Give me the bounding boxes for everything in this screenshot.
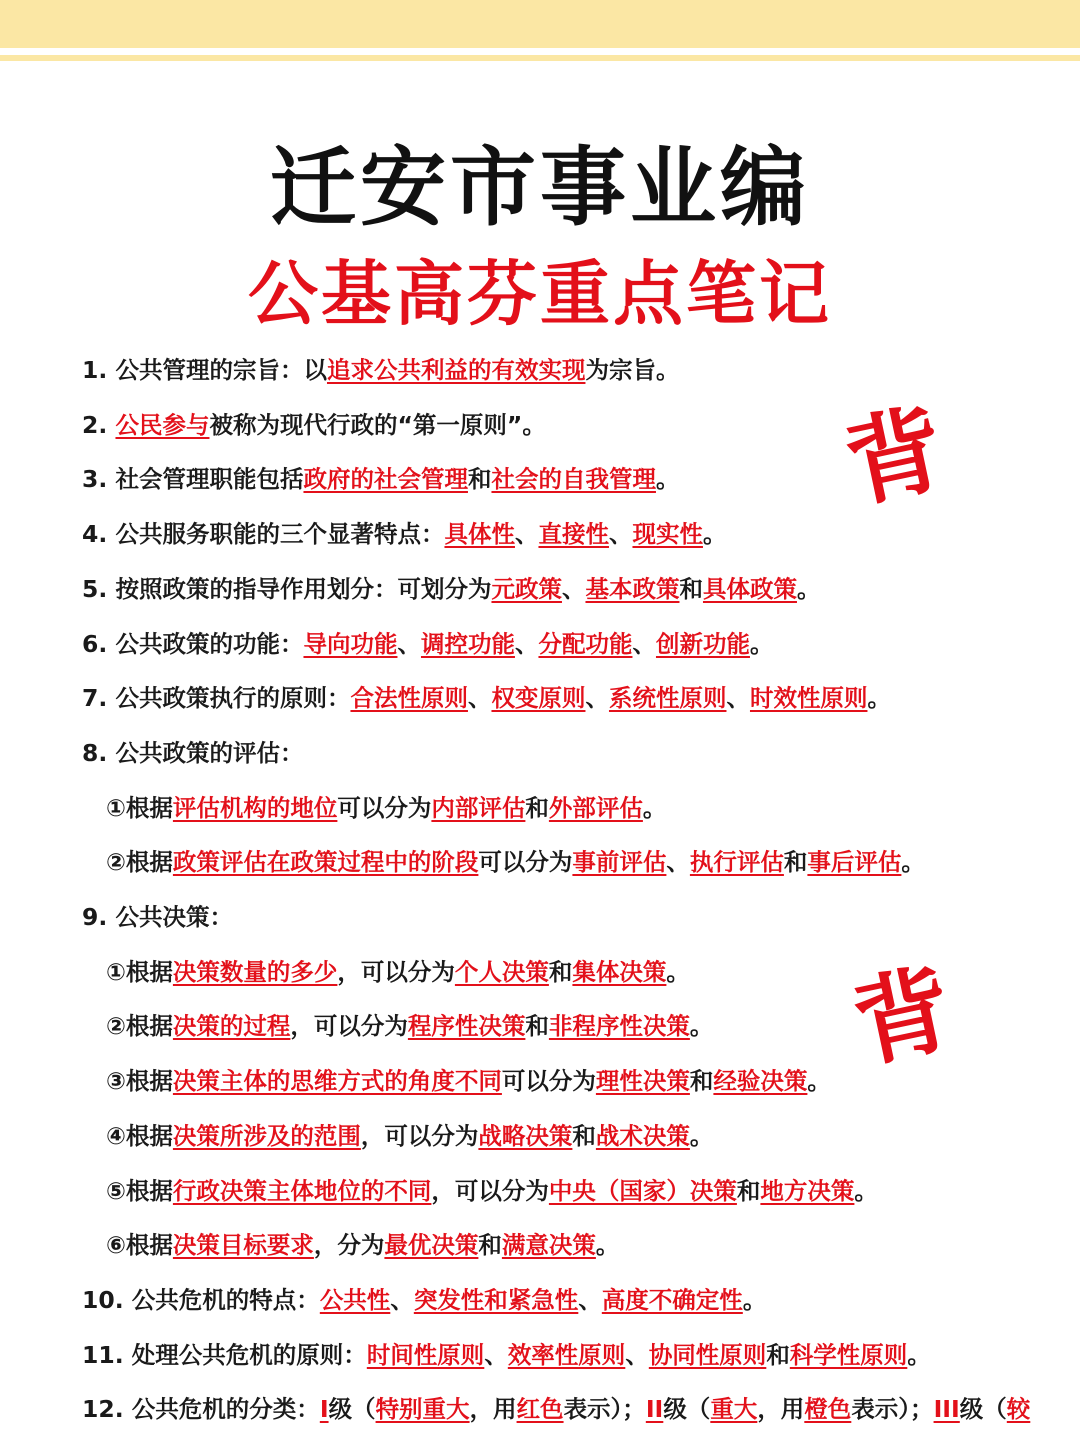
note-text: 和 [478, 1231, 502, 1260]
note-text: ⑥根据 [106, 1231, 173, 1260]
note-text: 。 [655, 465, 680, 494]
note-text: 被称为现代行政的“第一原则”。 [209, 410, 546, 439]
highlighted-term: 追求公共利益的有效实现 [326, 356, 586, 384]
note-text: 和 [736, 1176, 761, 1205]
note-text: 。 [689, 1012, 714, 1041]
note-item [82, 733, 303, 773]
highlighted-term: 分配功能 [538, 629, 633, 658]
note-item [82, 514, 726, 554]
note-text: 8. 公共政策的评估： [82, 738, 304, 767]
note-text: 表示）； [563, 1395, 646, 1424]
highlighted-term: 地方决策 [760, 1176, 855, 1205]
note-item [82, 459, 679, 499]
highlighted-term: 最优决策 [384, 1231, 479, 1260]
note-text: 。 [595, 1231, 620, 1260]
note-text: 、 [726, 684, 750, 713]
page-title: 迁安市事业编 [270, 137, 810, 238]
highlighted-term: 具体政策 [702, 574, 797, 603]
note-text: 和 [689, 1067, 714, 1096]
note-text: ⑤根据 [106, 1176, 173, 1205]
note-text: 、 [632, 629, 656, 658]
note-subitem [106, 842, 925, 882]
memorize-stamp: 背 [836, 391, 954, 522]
note-text: 。 [901, 848, 925, 877]
note-text: 、 [390, 1285, 414, 1314]
note-text: 级（ [663, 1395, 711, 1424]
note-text: 。 [867, 684, 891, 713]
highlighted-term: 决策主体的思维方式的角度不同 [172, 1067, 502, 1096]
note-text: ，可以分为 [431, 1176, 549, 1205]
highlighted-term: 协同性原则 [648, 1340, 767, 1369]
note-text: 可以分为 [501, 1067, 596, 1096]
highlighted-term: 效率性原则 [507, 1340, 626, 1369]
note-text: 。 [742, 1285, 767, 1314]
highlighted-term: 较 [1006, 1395, 1031, 1424]
note-text: ，用 [469, 1395, 517, 1424]
note-text: 为宗旨。 [585, 356, 680, 384]
highlighted-term: 内部评估 [431, 793, 526, 822]
note-text: ②根据 [106, 848, 173, 877]
top-banner [0, 0, 1080, 48]
note-item [82, 1389, 1030, 1429]
note-text: 级（ [959, 1395, 1007, 1424]
note-text: 。 [642, 793, 667, 822]
note-item [82, 405, 546, 445]
note-text: 、 [514, 629, 539, 658]
note-text: 和 [679, 574, 703, 603]
top-divider [0, 55, 1080, 61]
note-text: ，可以分为 [360, 1121, 479, 1150]
highlighted-term: 基本政策 [585, 574, 680, 603]
note-subitem [106, 788, 666, 828]
note-text: ，可以分为 [337, 957, 455, 986]
note-text: 表示）； [851, 1395, 934, 1424]
highlighted-term: 经验决策 [713, 1067, 808, 1096]
highlighted-term: 特别重大 [375, 1395, 470, 1424]
note-subitem [106, 952, 690, 992]
highlighted-term: 权变原则 [491, 684, 586, 713]
note-item [82, 678, 891, 718]
highlighted-term: 公民参与 [115, 410, 210, 439]
note-text: 。 [807, 1067, 831, 1096]
note-text: 可以分为 [337, 793, 432, 822]
highlighted-term: 现实性 [632, 520, 703, 549]
note-text: 、 [484, 1340, 508, 1369]
note-text: 4. 公共服务职能的三个显著特点： [82, 520, 445, 549]
note-text: ①根据 [106, 957, 173, 986]
highlighted-term: 合法性原则 [350, 684, 468, 713]
highlighted-term: 中央（国家）决策 [548, 1176, 737, 1205]
note-subitem [106, 1225, 619, 1265]
highlighted-term: III [933, 1395, 960, 1424]
note-text: 和 [548, 957, 573, 986]
highlighted-term: 具体性 [444, 520, 515, 549]
highlighted-term: 导向功能 [303, 629, 398, 658]
note-text: 。 [796, 574, 821, 603]
highlighted-term: 事前评估 [572, 848, 667, 877]
highlighted-term: 理性决策 [595, 1067, 690, 1096]
highlighted-term: 政府的社会管理 [303, 465, 468, 494]
note-item [82, 897, 233, 937]
highlighted-term: II [645, 1395, 664, 1424]
highlighted-term: 突发性和紧急性 [413, 1285, 579, 1314]
note-subitem [106, 1061, 831, 1101]
page-subtitle: 公基高芬重点笔记 [248, 252, 832, 335]
note-text: 10. 公共危机的特点： [82, 1285, 320, 1314]
highlighted-term: 执行评估 [689, 848, 784, 877]
memorize-stamp: 背 [844, 951, 962, 1082]
highlighted-term: 决策目标要求 [172, 1231, 314, 1260]
highlighted-term: 事后评估 [807, 848, 902, 877]
highlighted-term: 橙色 [804, 1395, 852, 1424]
note-text: 、 [666, 848, 690, 877]
note-text: ，分为 [313, 1231, 385, 1260]
highlighted-term: 战略决策 [478, 1121, 573, 1150]
note-text: 、 [578, 1285, 602, 1314]
note-item [82, 1280, 766, 1320]
note-text: 9. 公共决策： [82, 903, 233, 931]
note-text: 和 [525, 793, 549, 822]
note-text: 和 [572, 1121, 596, 1150]
note-text: 、 [625, 1340, 649, 1369]
note-text: 11. 处理公共危机的原则： [82, 1340, 367, 1369]
note-text: 可以分为 [478, 848, 573, 877]
highlighted-term: 非程序性决策 [548, 1012, 690, 1041]
note-text: 和 [525, 1012, 549, 1041]
note-item [82, 624, 773, 664]
note-text: ，用 [757, 1395, 805, 1424]
highlighted-term: 政策评估在政策过程中的阶段 [172, 848, 479, 877]
note-text: 1. 公共管理的宗旨：以 [82, 356, 327, 384]
highlighted-term: 创新功能 [655, 629, 750, 658]
note-text: ②根据 [106, 1012, 173, 1041]
highlighted-term: 高度不确定性 [601, 1285, 743, 1314]
note-item [82, 569, 820, 609]
note-subitem [106, 1116, 713, 1156]
highlighted-term: 时效性原则 [749, 684, 868, 713]
highlighted-term: 个人决策 [454, 957, 549, 986]
highlighted-term: 重大 [710, 1395, 758, 1424]
highlighted-term: 公共性 [319, 1285, 391, 1314]
highlighted-term: 调控功能 [420, 629, 515, 658]
note-text: 和 [766, 1340, 790, 1369]
note-subitem [106, 1171, 878, 1211]
note-item [82, 350, 679, 390]
highlighted-term: 集体决策 [572, 957, 667, 986]
note-text: 、 [514, 520, 539, 549]
note-text: 。 [854, 1176, 878, 1205]
note-text: 。 [666, 957, 690, 986]
highlighted-term: 程序性决策 [407, 1012, 526, 1041]
highlighted-term: 决策的过程 [172, 1012, 291, 1041]
note-text: 和 [467, 465, 492, 494]
highlighted-term: 外部评估 [548, 793, 643, 822]
note-text: 、 [608, 520, 633, 549]
note-text: ③根据 [106, 1067, 173, 1096]
highlighted-term: 战术决策 [595, 1121, 690, 1150]
note-text: 和 [783, 848, 808, 877]
note-text: 。 [749, 629, 774, 658]
highlighted-term: 科学性原则 [789, 1340, 908, 1369]
highlighted-term: 红色 [516, 1395, 564, 1424]
note-text: 5. 按照政策的指导作用划分：可划分为 [82, 574, 492, 603]
note-text: ①根据 [106, 793, 173, 822]
highlighted-term: I [319, 1395, 329, 1424]
note-text: 、 [585, 684, 609, 713]
highlighted-term: 社会的自我管理 [491, 465, 656, 494]
note-text: 级（ [328, 1395, 376, 1424]
note-text: 3. 社会管理职能包括 [82, 465, 304, 494]
highlighted-term: 元政策 [491, 574, 562, 603]
highlighted-term: 时间性原则 [366, 1340, 485, 1369]
note-text: 。 [702, 520, 727, 549]
note-text: 、 [467, 684, 492, 713]
note-text: 12. 公共危机的分类： [82, 1395, 320, 1424]
note-text: 2. [82, 410, 116, 439]
note-text: 7. 公共政策执行的原则： [82, 684, 351, 713]
note-item [82, 1335, 931, 1375]
highlighted-term: 决策所涉及的范围 [172, 1121, 361, 1150]
note-text: ④根据 [106, 1121, 173, 1150]
note-text: 、 [397, 629, 421, 658]
note-text: 、 [561, 574, 586, 603]
highlighted-term: 满意决策 [501, 1231, 596, 1260]
highlighted-term: 评估机构的地位 [172, 793, 338, 822]
note-text: 。 [907, 1340, 931, 1369]
note-text: 6. 公共政策的功能： [82, 629, 304, 658]
note-text: ，可以分为 [290, 1012, 408, 1041]
highlighted-term: 直接性 [538, 520, 609, 549]
highlighted-term: 系统性原则 [608, 684, 727, 713]
highlighted-term: 决策数量的多少 [172, 957, 338, 986]
note-text: 。 [689, 1121, 714, 1150]
note-subitem [106, 1006, 713, 1046]
highlighted-term: 行政决策主体地位的不同 [172, 1176, 432, 1205]
